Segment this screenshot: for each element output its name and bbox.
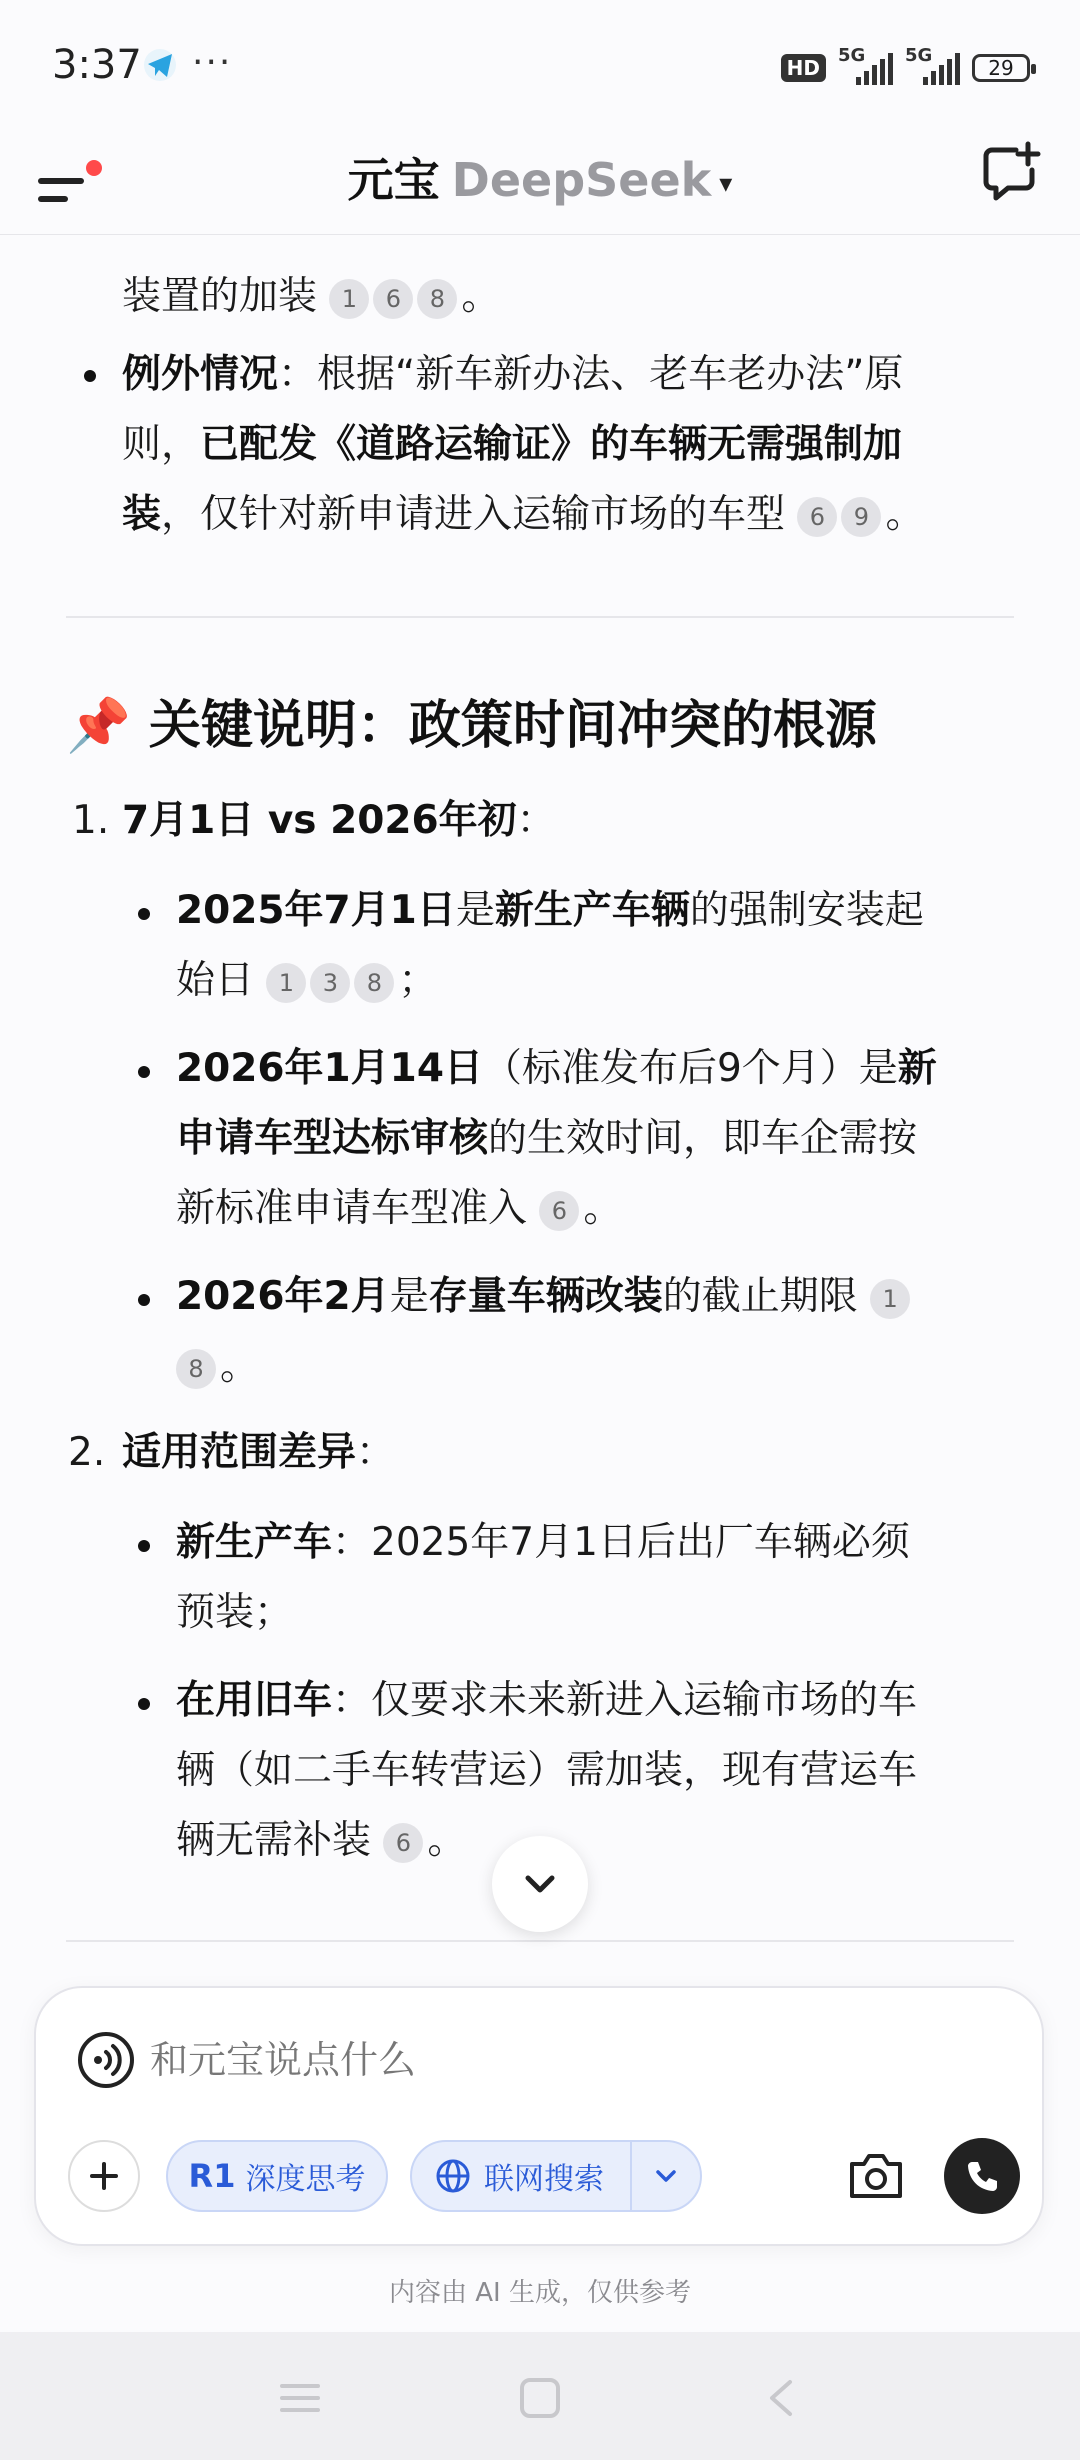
battery-icon: 29	[972, 54, 1030, 82]
citation-badge[interactable]: 1	[870, 1279, 910, 1319]
list-item: 在用旧车：仅要求未来新进入运输市场的车 辆（如二手车转营运）需加装，现有营运车 辆无需补装 6 。	[176, 1678, 918, 1863]
message-composer	[34, 1986, 1044, 2246]
bullet	[138, 1698, 150, 1710]
list-number: 1.	[72, 798, 110, 843]
chevron-down-icon	[522, 1872, 558, 1896]
section-heading: 📌 关键说明：政策时间冲突的根源	[66, 696, 877, 756]
divider	[66, 616, 1014, 618]
web-search-toggle[interactable]	[410, 2140, 702, 2212]
signal-icon-1: 5G	[838, 51, 893, 85]
ai-disclaimer: 内容由 AI 生成，仅供参考	[389, 2278, 691, 2308]
list-item-title: 适用范围差异：	[122, 1430, 396, 1475]
status-bar	[0, 0, 1080, 130]
list-item: 新生产车：2025年7月1日后出厂车辆必须 预装；	[176, 1520, 910, 1635]
web-search-label: 联网搜索	[484, 2162, 604, 2197]
telegram-icon	[142, 48, 178, 82]
list-item: 2026年2月是存量车辆改装的截止期限 1 8 。	[176, 1262, 1026, 1402]
deep-think-toggle[interactable]	[166, 2140, 388, 2212]
back-nav-icon[interactable]	[760, 2378, 804, 2418]
home-nav-icon[interactable]	[518, 2378, 562, 2418]
chip-divider	[630, 2142, 632, 2210]
camera-icon[interactable]	[846, 2148, 906, 2204]
plus-icon	[88, 2160, 120, 2192]
citation-badge[interactable]: 3	[310, 963, 350, 1003]
bullet	[138, 1540, 150, 1552]
citation-badge[interactable]: 8	[354, 963, 394, 1003]
app-title: 元宝	[347, 153, 440, 207]
citation-badge[interactable]: 1	[266, 963, 306, 1003]
r1-label: R1	[188, 2157, 236, 2195]
bullet	[138, 1066, 150, 1078]
citation-badge[interactable]: 6	[539, 1191, 579, 1231]
signal-icon-2: 5G	[905, 51, 960, 85]
system-nav-bar	[0, 2332, 1080, 2460]
list-item-exception: 例外情况：根据“新车新办法、老车老办法”原 则，已配发《道路运输证》的车辆无需强制加 装，仅针对新申请进入运输市场的车型 6 9 。	[122, 352, 925, 537]
chevron-down-icon[interactable]	[650, 2158, 682, 2194]
menu-nav-icon[interactable]	[278, 2378, 322, 2418]
scroll-to-bottom-button[interactable]	[492, 1836, 588, 1932]
globe-icon	[434, 2157, 472, 2195]
citation-badge[interactable]: 6	[383, 1823, 423, 1863]
list-item: 2025年7月1日是新生产车辆的强制安装起 始日 1 3 8 ；	[176, 888, 924, 1003]
voice-input-icon[interactable]	[76, 2030, 136, 2090]
chevron-down-icon: ▾	[719, 168, 733, 199]
chat-message	[0, 190, 1080, 1970]
model-name: DeepSeek	[451, 153, 712, 207]
citation-badge[interactable]: 1	[329, 279, 369, 319]
message-input[interactable]: 和元宝说点什么	[150, 2038, 417, 2082]
paragraph-partial: 装置的加装 1 6 8 。	[122, 274, 501, 319]
list-number: 2.	[68, 1430, 106, 1475]
citation-badge[interactable]: 9	[841, 497, 881, 537]
bullet	[138, 908, 150, 920]
status-indicators	[781, 45, 1030, 88]
deep-think-label: 深度思考	[245, 2162, 366, 2197]
more-notifications-icon: ···	[192, 42, 233, 83]
voice-call-button[interactable]	[944, 2138, 1020, 2214]
clock: 3:37	[52, 42, 142, 88]
divider	[66, 1940, 1014, 1942]
list-item-title: 7月1日 vs 2026年初：	[122, 798, 556, 843]
citation-badge[interactable]: 6	[797, 497, 837, 537]
citation-badge[interactable]: 8	[176, 1349, 216, 1389]
list-item: 2026年1月14日（标准发布后9个月）是新 申请车型达标审核的生效时间，即车企需按 新标准申请车型准入 6 。	[176, 1046, 937, 1231]
bullet	[138, 1294, 150, 1306]
hd-icon: HD	[781, 54, 826, 82]
phone-icon	[962, 2156, 1002, 2196]
citation-badge[interactable]: 6	[373, 279, 413, 319]
bullet	[84, 370, 96, 382]
add-attachment-button[interactable]	[68, 2140, 140, 2212]
citation-badge[interactable]: 8	[417, 279, 457, 319]
